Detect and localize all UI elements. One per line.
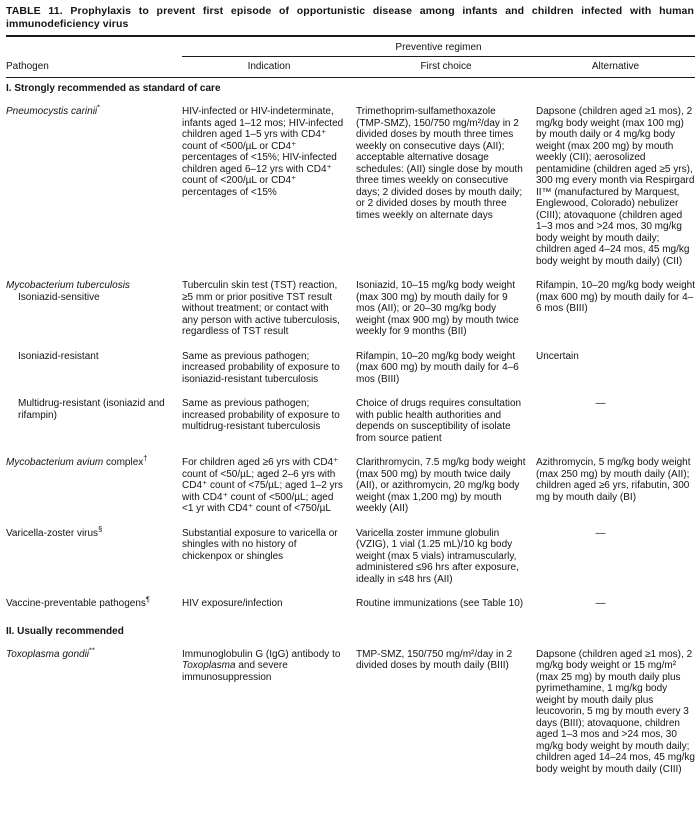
column-header-pathogen: Pathogen <box>6 61 49 72</box>
indication-cell: HIV exposure/infection <box>182 598 283 609</box>
alternative-cell: — <box>595 398 606 409</box>
table-row <box>6 280 695 338</box>
pathogen-subtype: Isoniazid-sensitive <box>18 291 100 303</box>
alternative-cell: — <box>595 527 606 539</box>
alternative-cell: Rifampin, 10–20 mg/kg body weight (max 600 mg) by mouth daily for 4–6 mos (BIII) <box>536 280 695 314</box>
first-choice-cell: Clarithromycin, 7.5 mg/kg body weight (max 500 mg) by mouth twice daily (AII), or azithromycin, 20 mg/kg body weight (max 1,200 mg) by mouth weekly (AII) <box>356 457 526 514</box>
pathogen-subtype: Multidrug-resistant (isoniazid and rifampin) <box>18 398 165 421</box>
table-group-header <box>6 37 695 57</box>
table-title: TABLE 11. Prophylaxis to prevent first episode of opportunistic disease among infants and children infected with human immunodeficiency virus <box>6 5 694 30</box>
table-body <box>6 83 695 775</box>
pathogen-cell <box>6 594 182 610</box>
group-header-label: Preventive regimen <box>182 37 695 57</box>
pathogen-cell <box>6 280 182 338</box>
pathogen-name: Toxoplasma gondii** <box>6 645 95 660</box>
table-row <box>6 645 695 776</box>
indication-cell: HIV-infected or HIV-indeterminate, infants aged 1–12 mos; HIV-infected children aged 1–5 yrs with CD4⁺ count of <500/µL or CD4⁺ percentages of <15%; HIV-infected children aged 6–12 yrs with CD4⁺ count of <200/µL or CD4⁺ percentages of <15% <box>182 106 344 198</box>
section-header: II. Usually recommended <box>6 625 124 637</box>
column-header-alternative: Alternative <box>591 61 640 72</box>
table-row <box>6 351 695 386</box>
pathogen-name: Pneumocystis carinii* <box>6 102 101 117</box>
table-row <box>6 524 695 586</box>
indication-cell: Tuberculin skin test (TST) reaction, ≥5 mm or prior positive TST result without treatment; or contact with any person with active tuberculosis, regardless of TST result <box>182 280 340 337</box>
alternative-cell: Azithromycin, 5 mg/kg body weight (max 250 mg) by mouth daily (AII); children aged ≥6 yrs, rifabutin, 300 mg by mouth daily (BI) <box>536 457 691 503</box>
pathogen-name: Mycobacterium avium complex† <box>6 453 148 468</box>
column-header-row <box>6 57 695 78</box>
column-header-indication: Indication <box>247 61 291 72</box>
alternative-cell: Uncertain <box>536 350 579 362</box>
first-choice-cell: Trimethoprim-sulfamethoxazole (TMP-SMZ), 150/750 mg/m²/day in 2 divided doses by mouth three times weekly on consecutive days (AII); acceptable alternative dosage schedules: (AII) single dose by mouth three times weekly on consecutive days; 2 divided doses by mouth daily; or 2 divided doses by mouth three times weekly on alternate days <box>356 106 523 221</box>
indication-cell: Substantial exposure to varicella or shingles with no history of chickenpox or shingles <box>182 527 338 562</box>
first-choice-cell: Isoniazid, 10–15 mg/kg body weight (max 300 mg) by mouth daily for 9 mos (AII); or 20–30 mg/kg body weight (max 900 mg) by mouth twice weekly for 9 months (BII) <box>356 280 519 337</box>
alternative-cell: Dapsone (children aged ≥1 mos), 2 mg/kg body weight (max 100 mg) by mouth daily or 4 mg/kg body weight (max 200 mg) by mouth weekly (CII); aerosolized pentamidine (children aged ≥5 yrs), 300 mg every month via Respirgard II™ (manufactured by Marquest, Englewood, Colorado) nebulizer (CIII); atovaquone (children aged 1–3 mos and >24 mos, 30 mg/kg body weight by mouth daily; children aged 4–24 mos, 45 mg/kg body weight by mouth daily) (CII) <box>536 106 695 267</box>
pathogen-cell <box>6 453 182 515</box>
table-row <box>6 453 695 515</box>
indication-cell: Same as previous pathogen; increased probability of exposure to isoniazid-resistant tuberculosis <box>182 350 340 385</box>
first-choice-cell: Routine immunizations (see Table 10) <box>356 598 524 609</box>
first-choice-cell: Choice of drugs requires consultation with public health authorities and depends on susceptibility of isolate from source patient <box>356 398 522 444</box>
indication-cell: Immunoglobulin G (IgG) antibody to Toxoplasma and severe immunosuppression <box>182 648 341 683</box>
alternative-cell: — <box>595 598 606 609</box>
pathogen-name: Vaccine-preventable pathogens¶ <box>6 594 150 609</box>
group-header-spacer <box>6 37 182 57</box>
pathogen-name: Varicella-zoster virus§ <box>6 524 103 539</box>
pathogen-cell <box>6 102 182 267</box>
indication-cell: Same as previous pathogen; increased probability of exposure to multidrug-resistant tuberculosis <box>182 398 340 432</box>
table-row <box>6 594 695 610</box>
table-row <box>6 102 695 267</box>
alternative-cell: Dapsone (children aged ≥1 mos), 2 mg/kg body weight or 15 mg/m² (max 25 mg) by mouth daily plus pyrimethamine, 1 mg/kg body weight by mouth daily plus leucovorin, 5 mg by mouth every 3 days (BIII); atovaquone, children aged 1–3 mos and >24 mos, 30 mg/kg body weight by mouth daily; children aged 14–24 mos, 45 mg/kg body weight by mouth daily (CIII) <box>536 648 695 775</box>
indication-cell: For children aged ≥6 yrs with CD4⁺ count of <50/µL; aged 2–6 yrs with CD4⁺ count of <75/µL; aged 1–2 yrs with CD4⁺ count of <500/µL; aged <1 yr with CD4⁺ count of <750/µL <box>182 457 343 514</box>
column-header-first-choice: First choice <box>420 61 472 72</box>
pathogen-cell <box>6 351 182 386</box>
table-row <box>6 398 695 444</box>
first-choice-cell: Rifampin, 10–20 mg/kg body weight (max 600 mg) by mouth daily for 4–6 mos (BIII) <box>356 350 519 385</box>
pathogen-cell <box>6 524 182 586</box>
section-header: I. Strongly recommended as standard of care <box>6 83 221 94</box>
first-choice-cell: Varicella zoster immune globulin (VZIG), 1 vial (1.25 mL)/10 kg body weight (max 5 vials) intramuscularly, administered ≤96 hrs after exposure, ideally in ≤48 hrs (AII) <box>356 527 519 585</box>
first-choice-cell: TMP-SMZ, 150/750 mg/m²/day in 2 divided doses by mouth daily (BIII) <box>356 648 513 671</box>
pathogen-name: Mycobacterium tuberculosis <box>6 280 130 291</box>
pathogen-subtype: Isoniazid-resistant <box>18 350 99 362</box>
pathogen-cell <box>6 645 182 776</box>
pathogen-cell <box>6 398 182 444</box>
